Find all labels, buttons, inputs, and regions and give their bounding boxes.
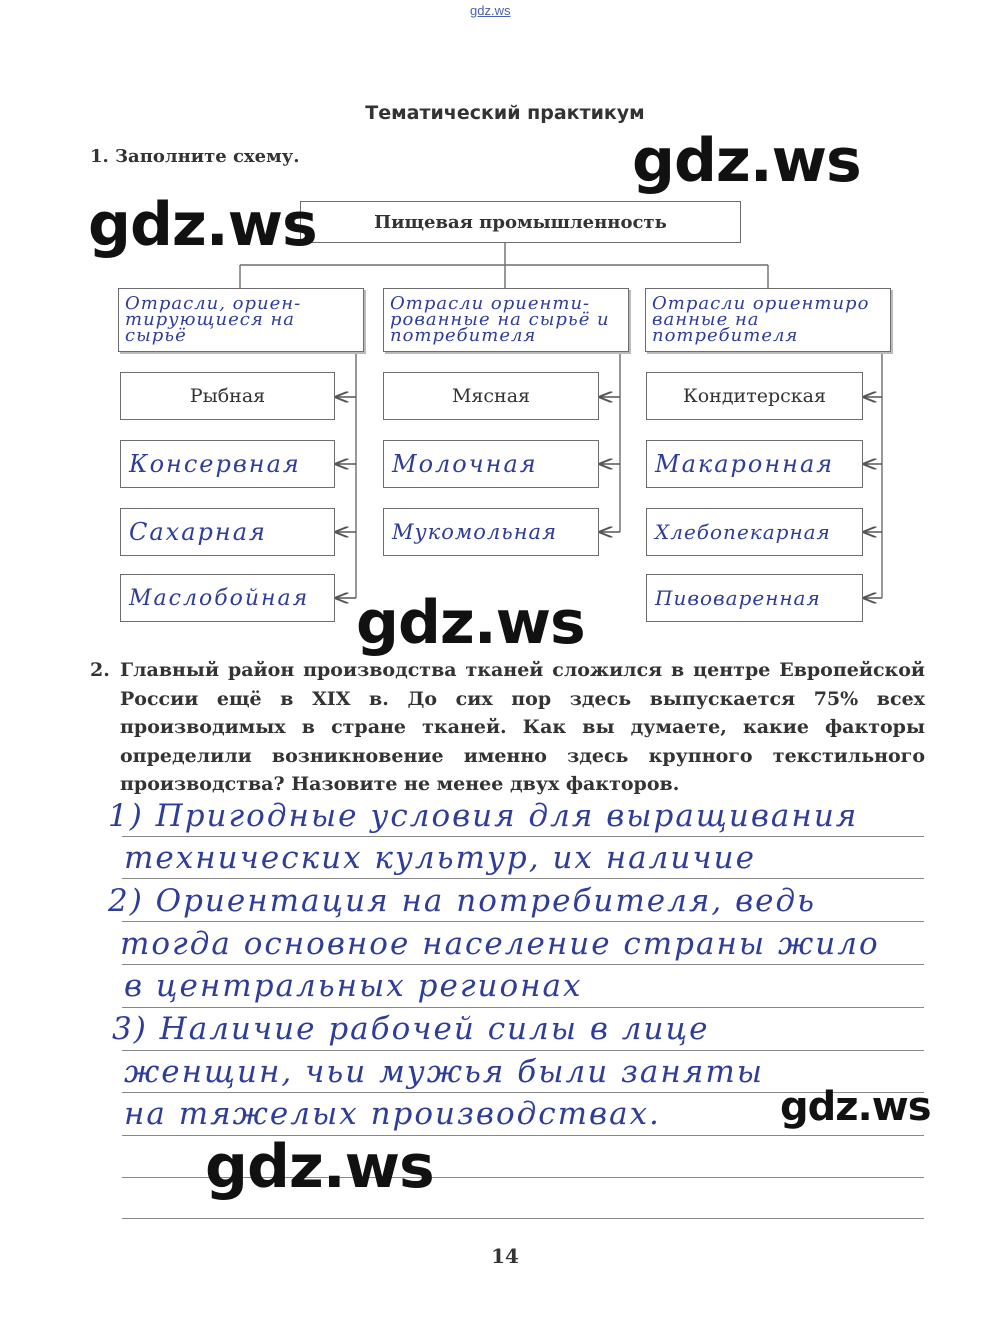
answer-rule	[122, 878, 924, 879]
answer-rule	[122, 1050, 924, 1051]
industry-label: Молочная	[392, 450, 538, 478]
page-number: 14	[491, 1244, 519, 1268]
industry-box	[646, 508, 863, 556]
answer-line-text: тогда основное население страны жило	[120, 926, 880, 962]
industry-label: Сахарная	[129, 518, 267, 546]
answer-line-text: 2) Ориентация на потребителя, ведь	[108, 883, 816, 919]
top-watermark-link: gdz.ws	[470, 3, 511, 18]
industry-box	[120, 440, 335, 488]
category-box-raw-and-consumer	[383, 288, 629, 352]
industry-box	[646, 440, 863, 488]
category-label: Отрасли, ориен-тирующиеся на сырьё	[125, 293, 302, 346]
industry-label: Консервная	[129, 450, 301, 478]
page-heading: Тематический практикум	[365, 102, 645, 124]
industry-box	[383, 508, 599, 556]
answer-rule	[122, 1007, 924, 1008]
industry-box	[120, 508, 335, 556]
industry-label: Хлебопекарная	[655, 520, 831, 544]
industry-box	[646, 574, 863, 622]
answer-line-text: женщин, чьи мужья были заняты	[124, 1054, 764, 1090]
industry-label: Рыбная	[189, 385, 266, 407]
answer-line-text: 1) Пригодные условия для выращивания	[108, 798, 859, 834]
industry-label: Макаронная	[655, 450, 835, 478]
watermark: gdz.ws	[205, 1132, 434, 1202]
answer-line-text: на тяжелых производствах.	[124, 1096, 661, 1132]
watermark: gdz.ws	[356, 588, 585, 658]
industry-label: Мясная	[451, 385, 531, 407]
industry-box	[646, 372, 863, 420]
category-label: Отрасли ориентиро ванные на потребителя	[652, 293, 870, 346]
category-box-raw	[118, 288, 364, 352]
answer-rule	[122, 1218, 924, 1219]
industry-box	[120, 372, 335, 420]
watermark: gdz.ws	[632, 126, 861, 196]
answer-line-text: технических культур, их наличие	[124, 840, 756, 876]
task2-text: Главный район производства тканей сложился в центре Европейской России ещё в XIX в. До сих пор здесь выпускается 75% всех производимых в стране тканей. Как вы думаете, какие факторы определили возникновение именно здесь крупного текстильного производства? Назовите не менее двух факторов.	[120, 659, 925, 795]
task1-label: 1. Заполните схему.	[90, 146, 300, 167]
task2-question	[90, 656, 925, 799]
watermark: gdz.ws	[780, 1084, 931, 1130]
industry-label: Пивоваренная	[655, 586, 821, 610]
answer-rule	[122, 964, 924, 965]
industry-box	[120, 574, 335, 622]
category-box-consumer	[645, 288, 891, 352]
scheme-root-box	[300, 201, 741, 243]
task2-number: 2.	[90, 659, 110, 681]
category-label: Отрасли ориенти-рованные на сырьё и потребителя	[390, 293, 610, 346]
industry-label: Маслобойная	[129, 585, 310, 611]
answer-line-text: в центральных регионах	[124, 968, 583, 1004]
scheme-root-label: Пищевая промышленность	[374, 211, 667, 233]
answer-line-text: 3) Наличие рабочей силы в лице	[112, 1011, 710, 1047]
watermark: gdz.ws	[88, 190, 317, 260]
industry-box	[383, 372, 599, 420]
industry-box	[383, 440, 599, 488]
answer-rule	[122, 836, 924, 837]
industry-label: Кондитерская	[683, 385, 826, 407]
answer-rule	[122, 921, 924, 922]
industry-label: Мукомольная	[392, 520, 557, 544]
